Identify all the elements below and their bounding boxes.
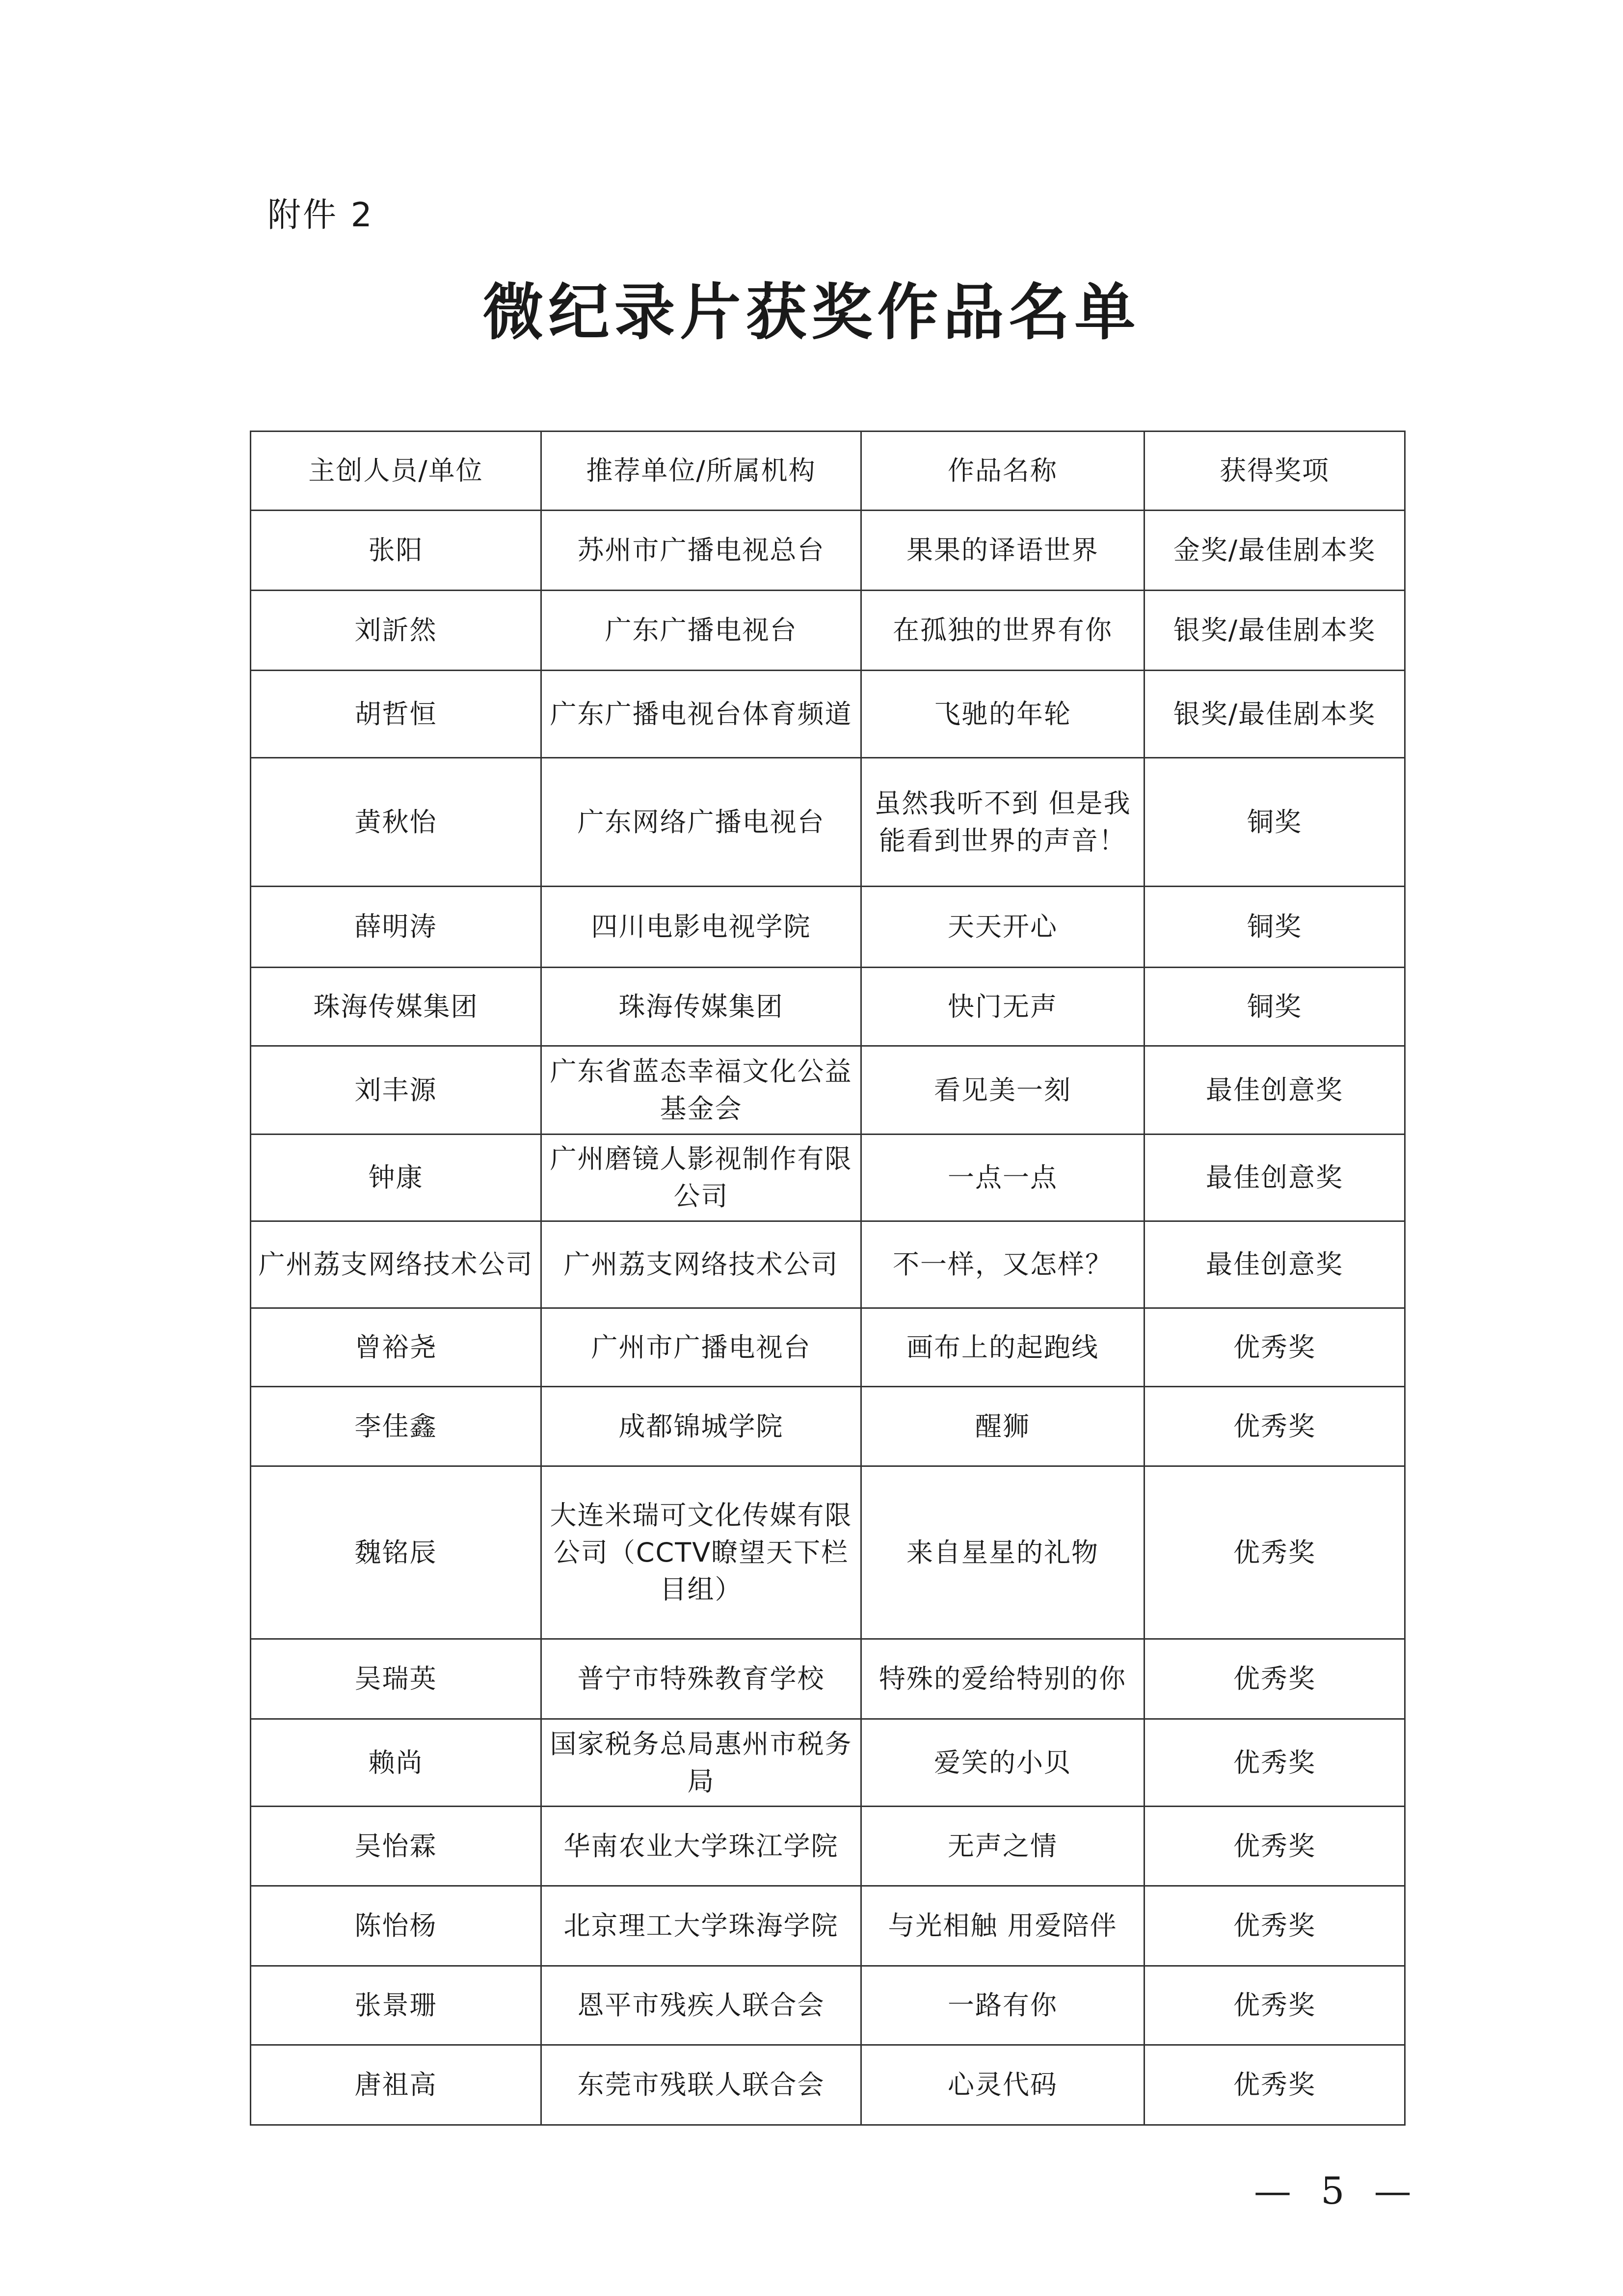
cell-work-title: 画布上的起跑线 [861,1308,1144,1387]
cell-award: 银奖/最佳剧本奖 [1144,591,1405,671]
cell-work-title: 一点一点 [861,1134,1144,1221]
table-row [251,1387,1405,1466]
cell-work-title: 虽然我听不到 但是我能看到世界的声音！ [861,758,1144,887]
table-row [251,1886,1405,1966]
table-row [251,1466,1405,1639]
cell-recommending-unit: 华南农业大学珠江学院 [541,1807,861,1886]
cell-work-title: 在孤独的世界有你 [861,591,1144,671]
cell-creator: 胡哲恒 [251,671,541,758]
cell-creator: 薛明涛 [251,887,541,968]
cell-award: 优秀奖 [1144,1639,1405,1719]
table-row [251,758,1405,887]
page-number: — 5 — [1254,2169,1420,2213]
cell-creator: 刘訢然 [251,591,541,671]
cell-creator: 陈怡杨 [251,1886,541,1966]
cell-work-title: 天天开心 [861,887,1144,968]
table-row [251,1966,1405,2045]
table-row [251,1046,1405,1134]
cell-work-title: 不一样，又怎样？ [861,1221,1144,1308]
table-row [251,1807,1405,1886]
cell-creator: 刘丰源 [251,1046,541,1134]
cell-recommending-unit: 广州磨镜人影视制作有限公司 [541,1134,861,1221]
table-row [251,887,1405,968]
cell-work-title: 爱笑的小贝 [861,1719,1144,1807]
cell-recommending-unit: 广东省蓝态幸福文化公益基金会 [541,1046,861,1134]
cell-creator: 珠海传媒集团 [251,968,541,1046]
cell-recommending-unit: 苏州市广播电视总台 [541,511,861,591]
cell-award: 铜奖 [1144,758,1405,887]
table-row [251,1221,1405,1308]
header-recommending-unit: 推荐单位/所属机构 [541,432,861,511]
cell-work-title: 特殊的爱给特别的你 [861,1639,1144,1719]
cell-recommending-unit: 北京理工大学珠海学院 [541,1886,861,1966]
cell-award: 优秀奖 [1144,1886,1405,1966]
cell-work-title: 一路有你 [861,1966,1144,2045]
table-row [251,1719,1405,1807]
table-row [251,671,1405,758]
cell-creator: 曾裕尧 [251,1308,541,1387]
cell-award: 优秀奖 [1144,1719,1405,1807]
cell-recommending-unit: 广东网络广播电视台 [541,758,861,887]
cell-work-title: 看见美一刻 [861,1046,1144,1134]
cell-recommending-unit: 大连米瑞可文化传媒有限公司（CCTV瞭望天下栏目组） [541,1466,861,1639]
cell-recommending-unit: 普宁市特殊教育学校 [541,1639,861,1719]
cell-work-title: 与光相触 用爱陪伴 [861,1886,1144,1966]
cell-creator: 吴怡霖 [251,1807,541,1886]
award-list-table [250,431,1406,2126]
table-row [251,511,1405,591]
table-row [251,1308,1405,1387]
header-award: 获得奖项 [1144,432,1405,511]
cell-creator: 广州荔支网络技术公司 [251,1221,541,1308]
table-row [251,1134,1405,1221]
cell-recommending-unit: 四川电影电视学院 [541,887,861,968]
cell-recommending-unit: 广州市广播电视台 [541,1308,861,1387]
cell-work-title: 快门无声 [861,968,1144,1046]
cell-work-title: 醒狮 [861,1387,1144,1466]
cell-recommending-unit: 广州荔支网络技术公司 [541,1221,861,1308]
cell-award: 优秀奖 [1144,2045,1405,2125]
table-row [251,1639,1405,1719]
cell-award: 银奖/最佳剧本奖 [1144,671,1405,758]
attachment-label: 附件 2 [267,196,374,235]
cell-award: 铜奖 [1144,887,1405,968]
cell-creator: 魏铭辰 [251,1466,541,1639]
cell-creator: 钟康 [251,1134,541,1221]
cell-work-title: 来自星星的礼物 [861,1466,1144,1639]
header-creator: 主创人员/单位 [251,432,541,511]
cell-recommending-unit: 国家税务总局惠州市税务局 [541,1719,861,1807]
cell-creator: 赖尚 [251,1719,541,1807]
cell-creator: 李佳鑫 [251,1387,541,1466]
cell-work-title: 无声之情 [861,1807,1144,1886]
cell-creator: 唐祖高 [251,2045,541,2125]
cell-award: 金奖/最佳剧本奖 [1144,511,1405,591]
cell-work-title: 心灵代码 [861,2045,1144,2125]
cell-award: 铜奖 [1144,968,1405,1046]
cell-creator: 黄秋怡 [251,758,541,887]
cell-recommending-unit: 恩平市残疾人联合会 [541,1966,861,2045]
cell-award: 优秀奖 [1144,1466,1405,1639]
cell-award: 优秀奖 [1144,1807,1405,1886]
page-title: 微纪录片获奖作品名单 [482,277,1141,348]
cell-work-title: 果果的译语世界 [861,511,1144,591]
cell-award: 最佳创意奖 [1144,1221,1405,1308]
header-work-title: 作品名称 [861,432,1144,511]
cell-award: 最佳创意奖 [1144,1046,1405,1134]
table-row [251,968,1405,1046]
cell-award: 优秀奖 [1144,1966,1405,2045]
cell-creator: 吴瑞英 [251,1639,541,1719]
cell-recommending-unit: 广东广播电视台 [541,591,861,671]
table-row [251,2045,1405,2125]
cell-recommending-unit: 成都锦城学院 [541,1387,861,1466]
cell-recommending-unit: 珠海传媒集团 [541,968,861,1046]
cell-creator: 张景珊 [251,1966,541,2045]
cell-work-title: 飞驰的年轮 [861,671,1144,758]
cell-award: 优秀奖 [1144,1387,1405,1466]
table-row [251,591,1405,671]
cell-creator: 张阳 [251,511,541,591]
cell-award: 优秀奖 [1144,1308,1405,1387]
cell-recommending-unit: 广东广播电视台体育频道 [541,671,861,758]
cell-recommending-unit: 东莞市残联人联合会 [541,2045,861,2125]
cell-award: 最佳创意奖 [1144,1134,1405,1221]
table-header-row [251,432,1405,511]
